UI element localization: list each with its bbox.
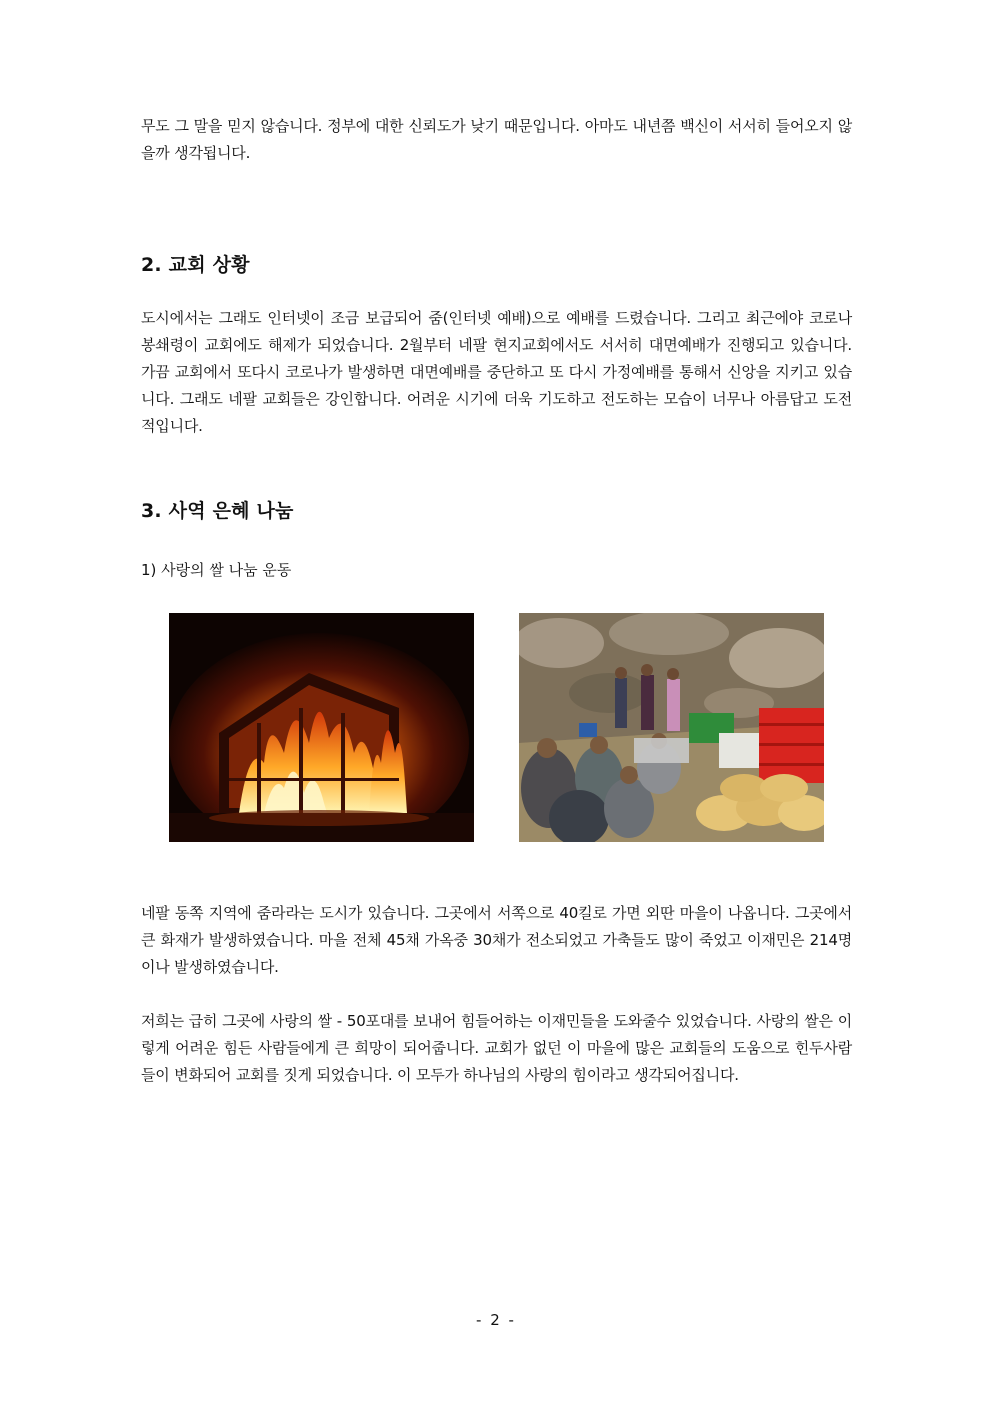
section-2-heading: 2. 교회 상황 xyxy=(141,254,250,276)
intro-paragraph: 무도 그 말을 믿지 않습니다. 정부에 대한 신뢰도가 낮기 때문입니다. 아마도 내년쯤 백신이 서서히 들어오지 않을까 생각됩니다. xyxy=(141,117,852,162)
section-3-subheading: 1) 사랑의 쌀 나눔 운동 xyxy=(141,561,292,579)
section-2-paragraph: 도시에서는 그래도 인터넷이 조금 보급되어 줌(인터넷 예배)으로 예배를 드렸습니다. 그리고 최근에야 코로나 봉쇄령이 교회에도 해제가 되었습니다. 2월부터 네팔 현지교회에서도 서서히 대면예배가 진행되고 있습니다. 가끔 교회에서 또다시 코로나가 발생하면 대면예배를 중단하고 또 다시 가정예배를 통해서 신앙을 지키고 있습니다. 그래도 네팔 교회들은 강인합니다. 어려운 시기에 더욱 기도하고 전도하는 모습이 너무나 아름답고 도전적입니다. xyxy=(141,309,852,435)
section-3-paragraph-2: 저희는 급히 그곳에 사랑의 쌀 - 50포대를 보내어 힘들어하는 이재민들을 도와줄수 있었습니다. 사랑의 쌀은 이렇게 어려운 힘든 사람들에게 큰 희망이 되어줍니다. 교회가 없던 이 마을에 많은 교회들의 도움으로 힌두사람들이 변화되어 교회를 짓게 되었습니다. 이 모두가 하나님의 사랑의 힘이라고 생각되어집니다. xyxy=(141,1012,852,1084)
fire-photo xyxy=(169,613,474,842)
page-number: - 2 - xyxy=(476,1311,516,1329)
section-3-paragraph-1: 네팔 동쪽 지역에 줌라라는 도시가 있습니다. 그곳에서 서쪽으로 40킬로 가면 외딴 마을이 나옵니다. 그곳에서 큰 화재가 발생하였습니다. 마을 전체 45채 가옥중 30채가 전소되었고 가축들도 많이 죽었고 이재민은 214명이나 발생하였습니다. xyxy=(141,904,852,976)
relief-distribution-photo xyxy=(519,613,824,842)
section-3-heading: 3. 사역 은혜 나눔 xyxy=(141,500,294,522)
